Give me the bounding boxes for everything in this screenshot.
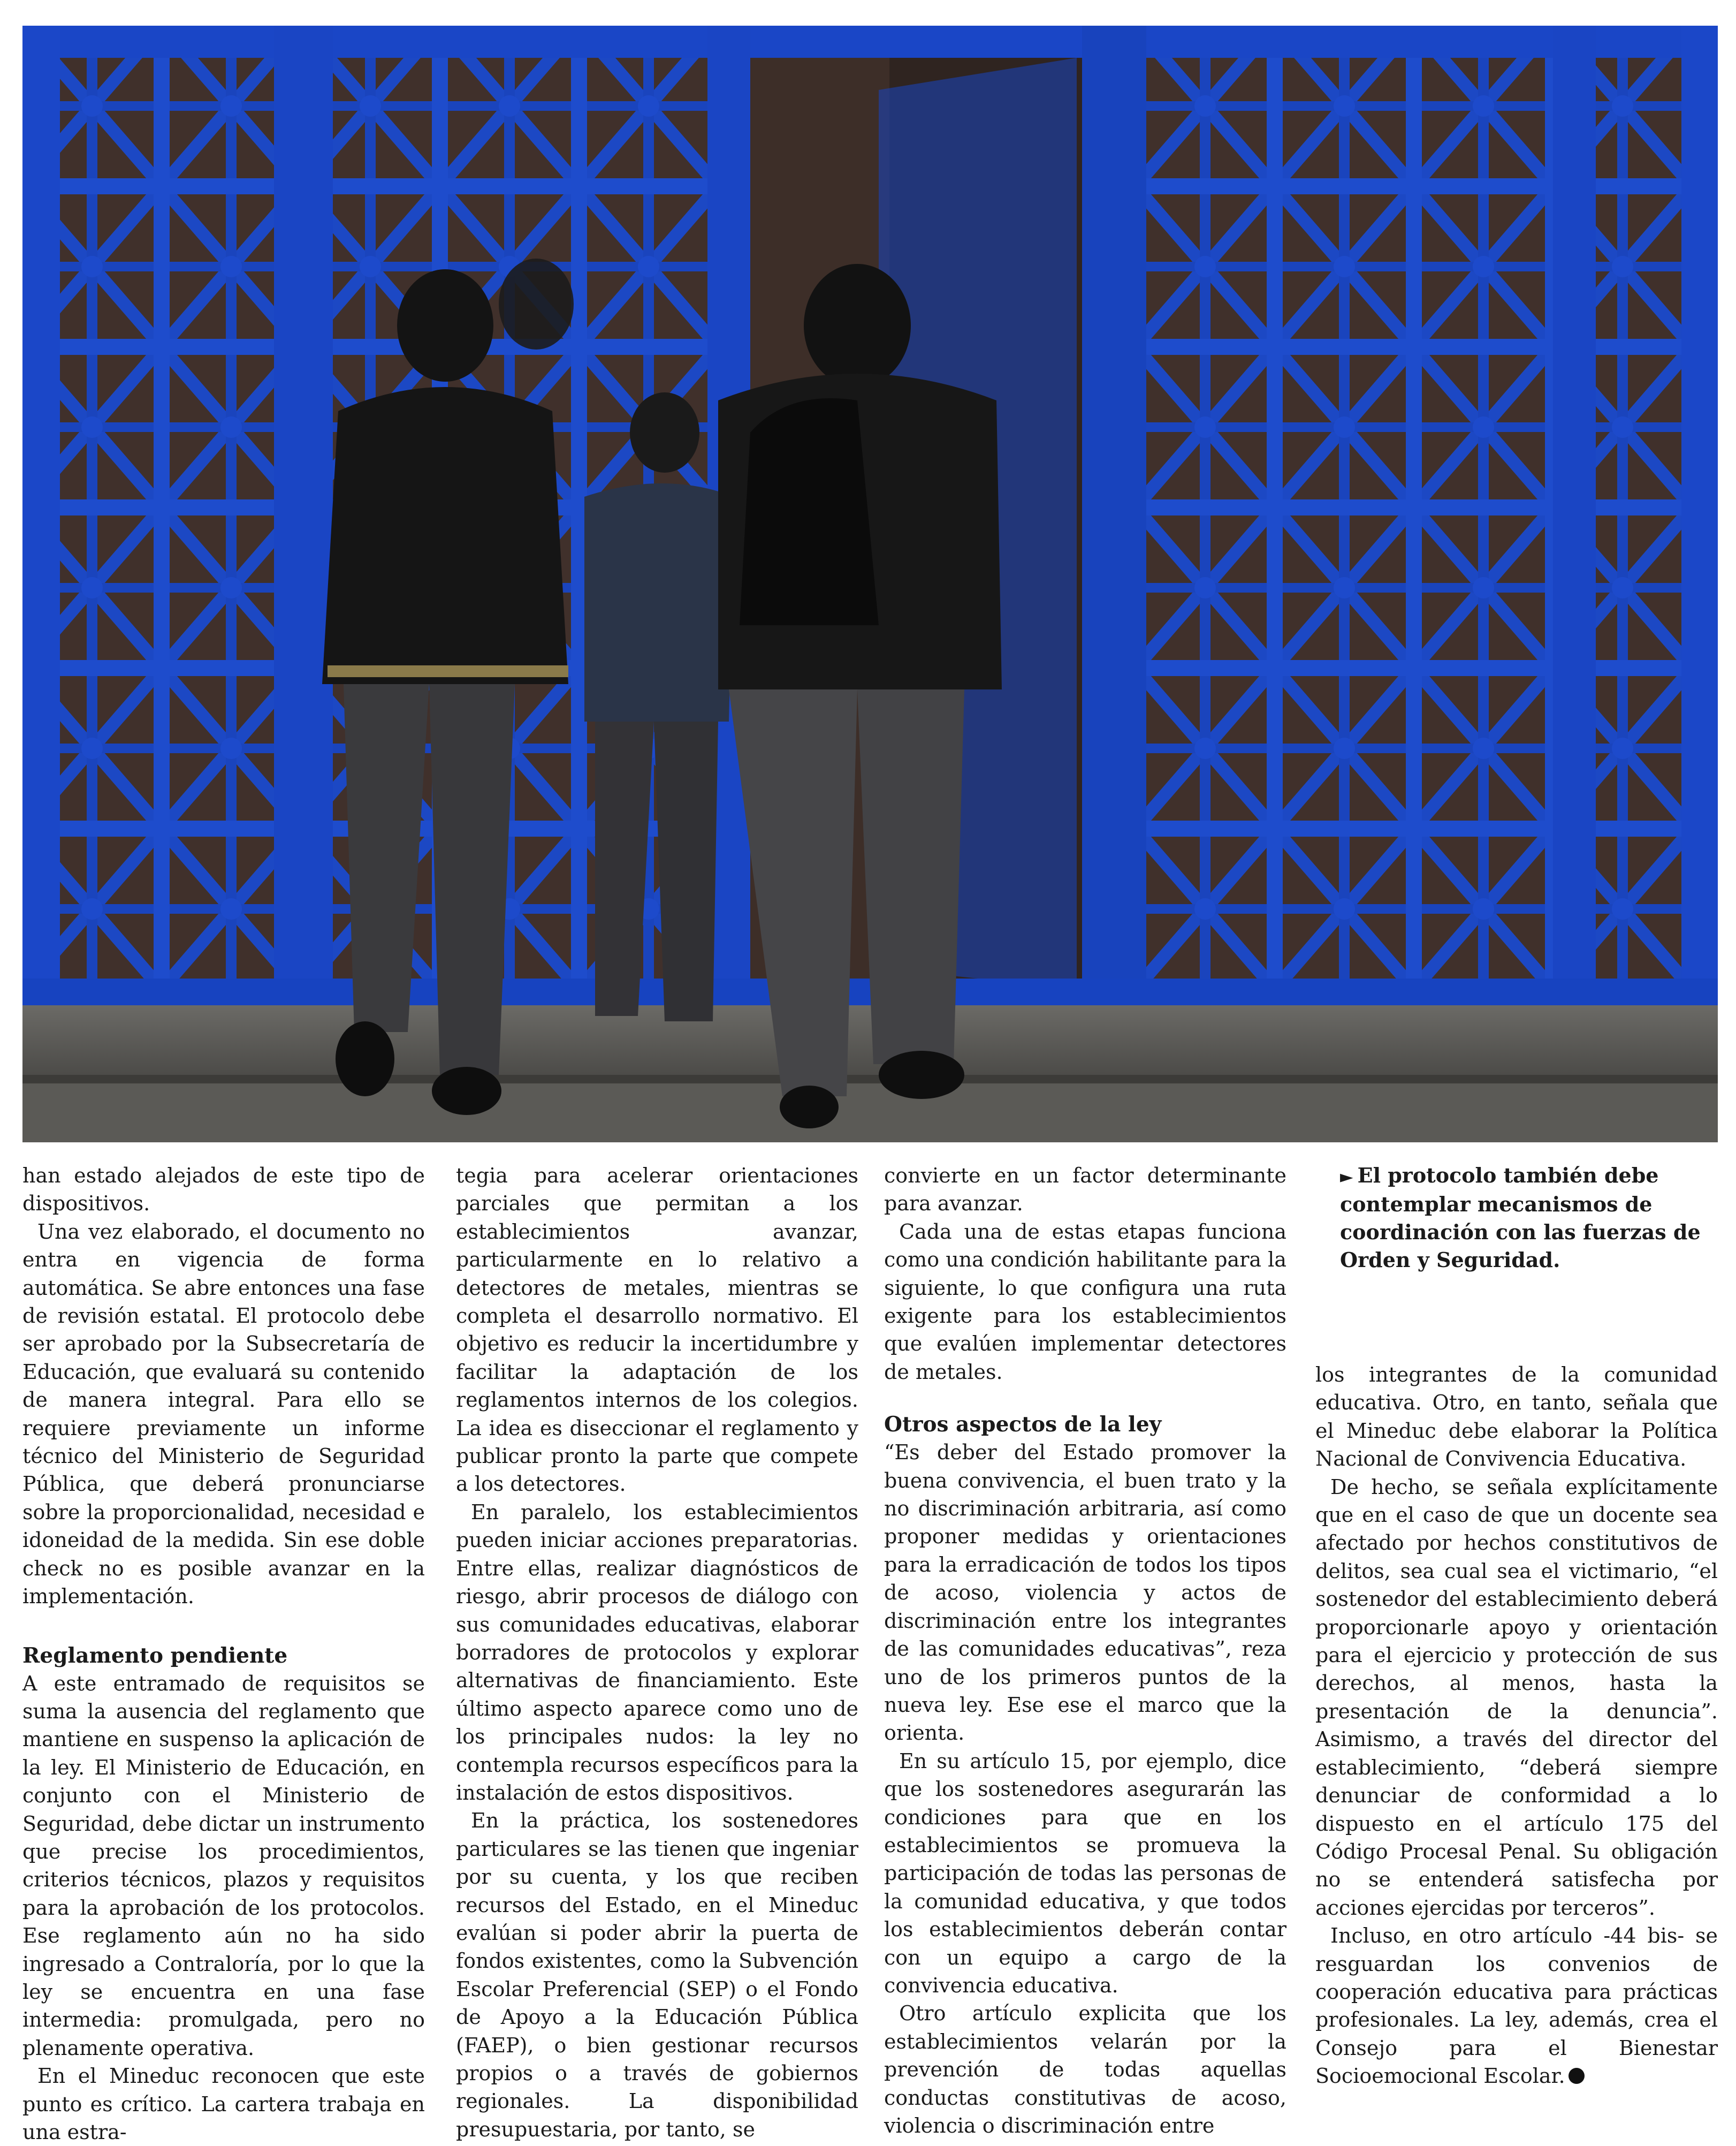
end-of-article-icon <box>1569 2068 1585 2084</box>
paragraph: “Es deber del Estado promover la buena convivencia, el buen trato y la no discriminación arbitraria, así como proponer medidas y orientaciones para la erradicación de todos los tipos de acoso, violencia y actos de discriminación entre los integrantes de las comunidades educativas”, reza uno de los primeros puntos de la nueva ley. Ese ese el marco que la orienta. <box>884 1440 1286 1745</box>
article-column-4 <box>1315 1361 1718 2090</box>
paragraph: En el Mineduc reconocen que este punto es crítico. La cartera trabaja en una estra- <box>22 2064 425 2144</box>
paragraph: Otro artículo explicita que los establecimientos velarán por la prevención de todas aquellas conductas constitutivas de acoso, violencia o discriminación entre <box>884 2001 1286 2137</box>
article-column-2 <box>456 1162 858 2143</box>
article-photo <box>22 26 1718 1142</box>
paragraph: convierte en un factor determinante para avanzar. <box>884 1164 1286 1216</box>
paragraph-text: Incluso, en otro artículo -44 bis- se resguardan los convenios de cooperación educativa para prácticas profesionales. La ley, además, crea el Consejo para el Bienestar Socioemocional Escolar. <box>1315 1924 1718 2088</box>
paragraph-last <box>1315 1922 1718 2090</box>
paragraph: A este entramado de requisitos se suma la ausencia del reglamento que mantiene en suspenso la aplicación de la ley. El Ministerio de Educación, en conjunto con el Ministerio de Seguridad, debe dictar un instrumento que precise los procedimientos, criterios técnicos, plazos y requisitos para la aprobación de los protocolos. Ese reglamento aún no ha sido ingresado a Contraloría, por lo que la ley se encuentra en una fase intermedia: promulgada, pero no plenamente operativa. <box>22 1671 425 2060</box>
paragraph: tegia para acelerar orientaciones parciales que permitan a los establecimientos avanzar, particularmente en lo relativo a detectores de metales, mientras se completa el desarrollo normativo. El objetivo es reducir la incertidumbre y facilitar la adaptación de los reglamentos internos de los colegios. La idea es diseccionar el reglamento y publicar pronto la parte que compete a los detectores. <box>456 1164 858 1496</box>
paragraph: En su artículo 15, por ejemplo, dice que los sostenedores asegurarán las condiciones para que en los establecimientos se promueva la participación de todas las personas de la comunidad educativa, y que todos los establecimientos deberán contar con un equipo a cargo de la convivencia educativa. <box>884 1749 1286 1997</box>
paragraph: los integrantes de la comunidad educativa. Otro, en tanto, señala que el Mineduc debe elaborar la Política Nacional de Convivencia Educativa. <box>1315 1363 1718 1471</box>
paragraph: Una vez elaborado, el documento no entra en vigencia de forma automática. Se abre entonces una fase de revisión estatal. El protocolo debe ser aprobado por la Subsecretaría de Educación, que evaluará su contenido de manera integral. Para ello se requiere previamente un informe técnico del Ministerio de Seguridad Pública, que deberá pronunciarse sobre la proporcionalidad, necesidad e idoneidad de la medida. Sin ese doble check no es posible avanzar en la implementación. <box>22 1219 425 1609</box>
section-heading: Reglamento pendiente <box>22 1643 288 1668</box>
paragraph: Cada una de estas etapas funciona como una condición habilitante para la siguiente, lo que configura una ruta exigente para los establecimientos que evalúen implementar detectores de metales. <box>884 1219 1286 1384</box>
paragraph: En paralelo, los establecimientos pueden iniciar acciones preparatorias. Entre ellas, realizar diagnósticos de riesgo, abrir procesos de diálogo con sus comunidades educativas, elaborar borradores de protocolos y explorar alternativas de financiamiento. Este último aspecto aparece como uno de los principales nudos: la ley no contempla recursos específicos para la instalación de estos dispositivos. <box>456 1500 858 1804</box>
paragraph: han estado alejados de este tipo de dispositivos. <box>22 1164 425 1216</box>
section-heading: Otros aspectos de la ley <box>884 1412 1162 1437</box>
triangle-bullet-icon: ► <box>1340 1166 1353 1187</box>
pull-quote-text: El protocolo también debe contemplar mecanismos de coordinación con las fuerzas de Orden y Seguridad. <box>1340 1163 1701 1272</box>
article-column-1 <box>22 1162 425 2146</box>
paragraph: De hecho, se señala explícitamente que en el caso de que un docente sea afectado por hechos constitutivos de delitos, sea cual sea el victimario, “el sostenedor del establecimiento deberá proporcionarle apoyo y orientación para el ejercicio y protección de sus derechos, al menos, hasta la presentación de la denuncia”. Asimismo, a través del director del establecimiento, “deberá siempre denunciar de conformidad a lo dispuesto en el artículo 175 del Código Procesal Penal. Su obligación no se entenderá satisfecha por acciones ejercidas por terceros”. <box>1315 1475 1718 1920</box>
photo-students-entering-school <box>22 26 1718 1142</box>
paragraph: En la práctica, los sostenedores particulares se las tienen que ingeniar por su cuenta, y los que reciben recursos del Estado, en el Mineduc evalúan si poder abrir la puerta de fondos existentes, como la Subvención Escolar Preferencial (SEP) o el Fondo de Apoyo a la Educación Pública (FAEP), o bien gestionar recursos propios o a través de gobiernos regionales. La disponibilidad presupuestaria, por tanto, se <box>456 1809 858 2141</box>
article-column-3 <box>884 1162 1286 2140</box>
pull-quote <box>1340 1162 1718 1274</box>
